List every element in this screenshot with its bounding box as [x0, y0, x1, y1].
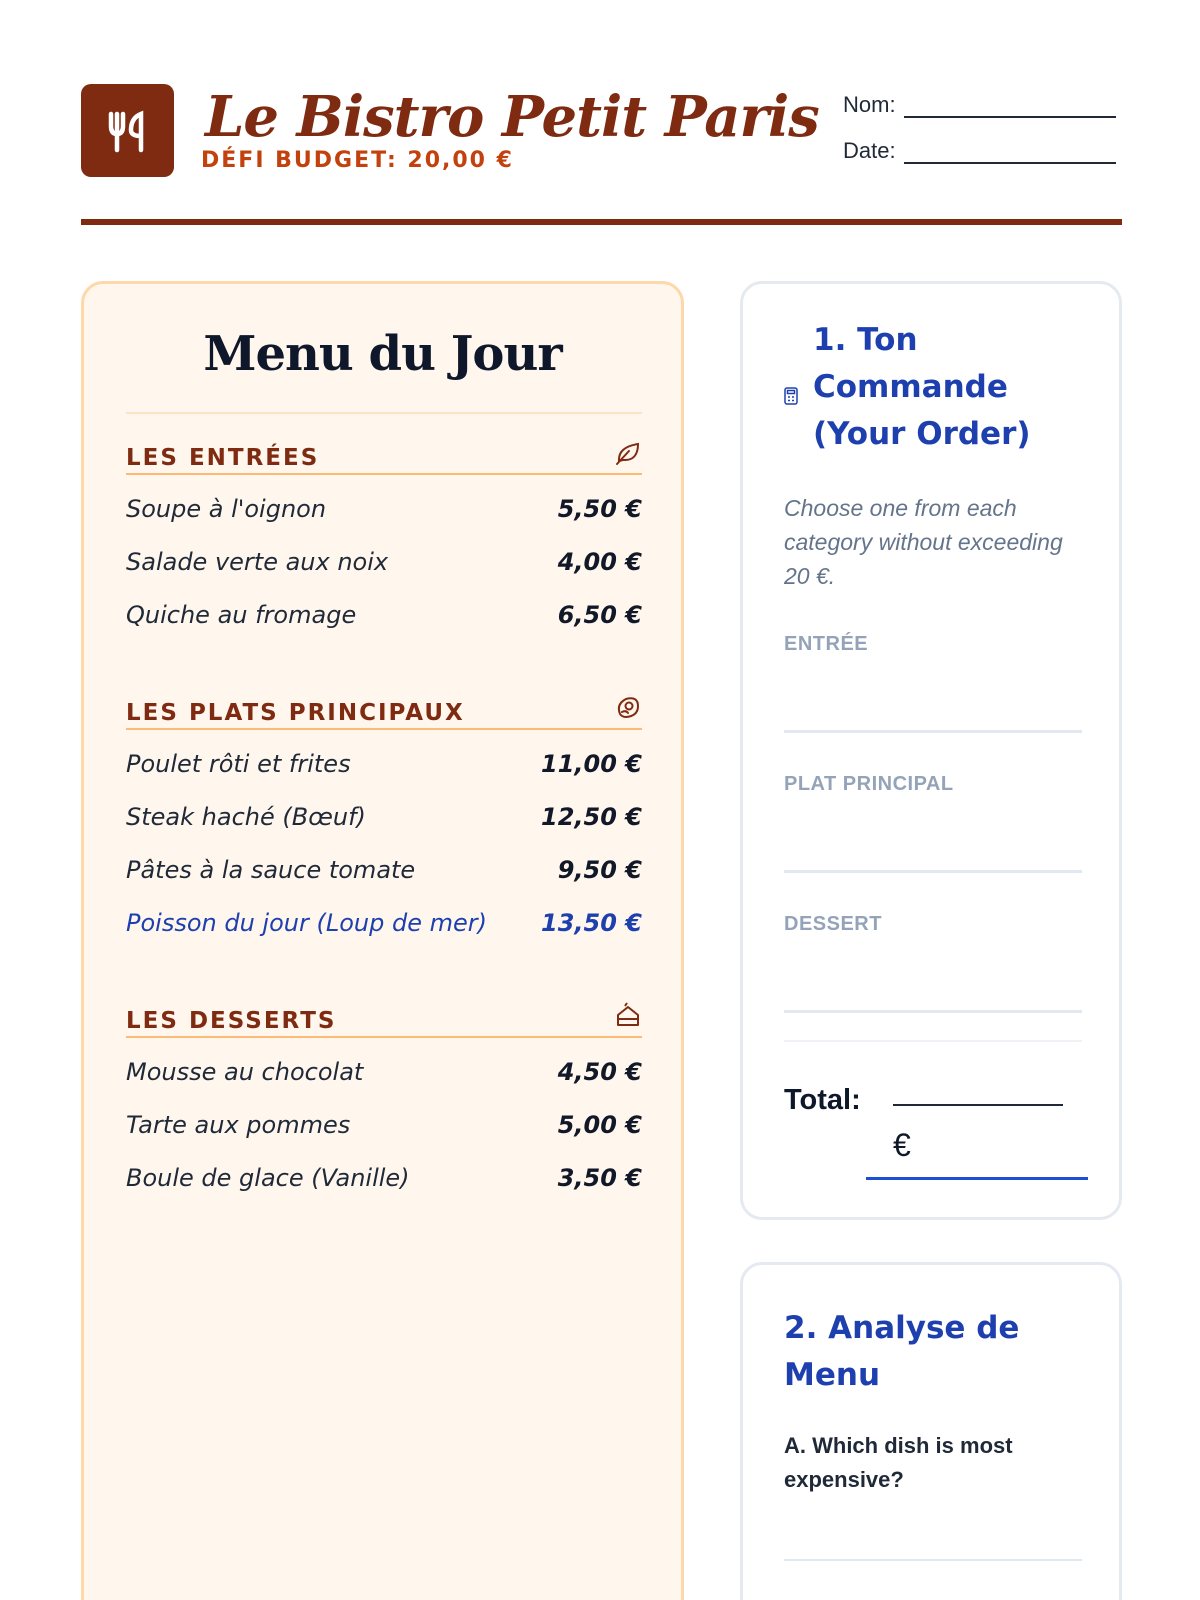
page-header: [81, 84, 1122, 224]
restaurant-title: Le Bistro Petit Paris: [205, 84, 819, 150]
total-label: Total:: [784, 1084, 861, 1116]
section-label: LES DESSERTS: [126, 1008, 337, 1034]
menu-item: [126, 1111, 642, 1164]
item-name: Pâtes à la sauce tomate: [126, 856, 416, 884]
name-blank[interactable]: [904, 98, 1116, 118]
item-price: 3,50 €: [557, 1164, 642, 1192]
budget-challenge: DÉFI BUDGET: 20,00 €: [201, 148, 514, 173]
item-price: 4,50 €: [557, 1058, 642, 1086]
menu-item: [126, 856, 642, 909]
item-price: 5,50 €: [557, 495, 642, 523]
total-blank[interactable]: [893, 1104, 1063, 1106]
item-name: Salade verte aux noix: [126, 548, 389, 576]
menu-title: Menu du Jour: [203, 326, 562, 382]
item-price: 4,00 €: [557, 548, 642, 576]
answer-a-blank[interactable]: [784, 1559, 1082, 1561]
section-header: [126, 1000, 642, 1038]
menu-item: [126, 601, 642, 654]
entree-label: ENTRÉE: [784, 633, 869, 655]
total-divider: [784, 1040, 1082, 1042]
logo: [81, 84, 174, 177]
menu-item-highlighted: [126, 909, 642, 962]
item-name: Mousse au chocolat: [126, 1058, 364, 1086]
section-plats-principaux: [126, 692, 642, 962]
item-name: Soupe à l'oignon: [126, 495, 327, 523]
analysis-card: [740, 1262, 1122, 1600]
section-label: LES PLATS PRINCIPAUX: [126, 700, 465, 726]
menu-item: [126, 548, 642, 601]
order-card: [740, 281, 1122, 1220]
item-name: Steak haché (Bœuf): [126, 803, 366, 831]
question-a: A. Which dish is most expensive?: [784, 1433, 1013, 1492]
item-name: Boule de glace (Vanille): [126, 1164, 410, 1192]
item-name: Quiche au fromage: [126, 601, 357, 629]
menu-item: [126, 495, 642, 548]
total-underline: [866, 1177, 1088, 1180]
analysis-title-line: 2. Analyse de: [784, 1310, 1020, 1346]
menu-card: [81, 281, 684, 1600]
section-label: LES ENTRÉES: [126, 445, 320, 471]
menu-item: [126, 1058, 642, 1111]
menu-item: [126, 1164, 642, 1217]
menu-item: [126, 750, 642, 803]
section-entrees: [126, 437, 642, 654]
item-name: Tarte aux pommes: [126, 1111, 351, 1139]
section-desserts: [126, 1000, 642, 1217]
dessert-label: DESSERT: [784, 913, 882, 935]
item-price: 6,50 €: [557, 601, 642, 629]
plat-principal-blank[interactable]: [784, 870, 1082, 873]
section-header: [126, 692, 642, 730]
item-price: 12,50 €: [541, 803, 642, 831]
date-label: Date:: [843, 138, 896, 163]
cake-icon: [614, 1002, 642, 1030]
section-header: [126, 437, 642, 475]
fork-knife-icon: [103, 106, 153, 156]
leaf-icon: [614, 439, 642, 467]
order-instructions: Choose one from each category without exceeding 20 €.: [784, 495, 1063, 589]
plat-principal-label: PLAT PRINCIPAL: [784, 773, 954, 795]
item-price: 13,50 €: [541, 909, 642, 937]
total-currency: €: [893, 1127, 911, 1163]
item-name: Poisson du jour (Loup de mer): [126, 909, 487, 937]
dessert-blank[interactable]: [784, 1010, 1082, 1013]
analysis-title-line: Menu: [784, 1357, 881, 1393]
item-price: 5,00 €: [557, 1111, 642, 1139]
date-blank[interactable]: [904, 144, 1116, 164]
steak-icon: [614, 694, 642, 722]
order-title-line: Commande: [813, 369, 1008, 405]
menu-item: [126, 803, 642, 856]
order-title: [813, 317, 1031, 458]
item-price: 9,50 €: [557, 856, 642, 884]
entree-blank[interactable]: [784, 730, 1082, 733]
name-field[interactable]: [843, 92, 1116, 118]
menu-title-divider: [126, 412, 642, 414]
calculator-icon: [784, 387, 798, 405]
name-label: Nom:: [843, 92, 896, 117]
item-price: 11,00 €: [541, 750, 642, 778]
header-divider: [81, 219, 1122, 225]
date-field[interactable]: [843, 138, 1116, 164]
order-title-line: 1. Ton: [813, 322, 918, 358]
analysis-title: [784, 1305, 1019, 1399]
order-title-line: (Your Order): [813, 416, 1031, 452]
item-name: Poulet rôti et frites: [126, 750, 351, 778]
